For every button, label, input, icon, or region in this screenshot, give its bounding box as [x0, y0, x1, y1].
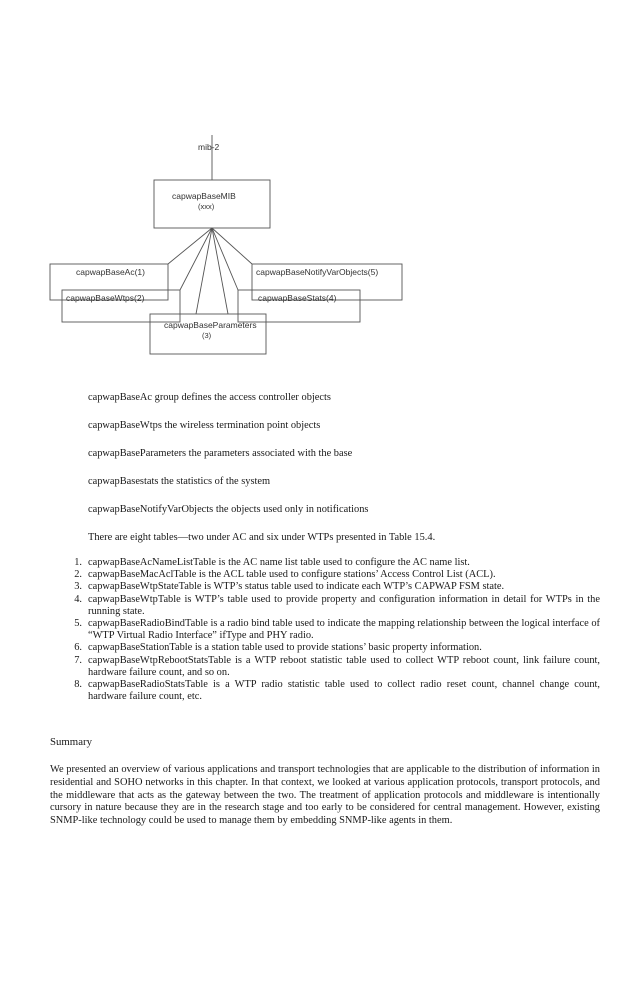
table-list — [74, 557, 600, 703]
list-text: capwapBaseMacAclTable is the ACL table used to configure stations’ Access Control List (ACL). — [88, 569, 496, 581]
list-number: 7. — [74, 654, 82, 666]
list-text: capwapBaseStationTable is a station table used to provide stations’ basic property information. — [88, 642, 482, 654]
list-text: capwapBaseRadioBindTable is a radio bind table used to indicate the mapping relationship between the logical interface of “WTP Virtual Radio Interface” ifType and PHY radio. — [88, 618, 600, 642]
list-text: capwapBaseRadioStatsTable is a WTP radio statistic table used to collect radio reset count, channel change count, hardware failure count, etc. — [88, 679, 600, 703]
list-item — [74, 679, 600, 703]
list-item — [74, 642, 600, 654]
mib-title: capwapBaseMIB — [172, 191, 236, 201]
list-number: 6. — [74, 642, 82, 654]
list-number: 5. — [74, 618, 82, 630]
link-ac — [168, 228, 212, 264]
summary-paragraph: We presented an overview of various applications and transport technologies that are applicable to the distribution of information in residential and SOHO networks in this chapter. In that context, we looked at various application protocols, transport protocols, and the middleware that acts as the gateway between the two. The treatment of application protocols and middleware is intentionally cursory in nature because they are in the research stage and too early to be considered for central management. However, existing SNMP-like technology could be used to manage them by embedding SNMP-like agents in them. — [50, 764, 600, 827]
definition-ac: capwapBaseAc group defines the access controller objects — [88, 392, 331, 403]
list-number: 4. — [74, 593, 82, 605]
ac-label: capwapBaseAc(1) — [76, 267, 145, 277]
link-wtps — [180, 228, 212, 290]
definition-parameters: capwapBaseParameters the parameters associated with the base — [88, 448, 353, 459]
list-number: 2. — [74, 569, 82, 581]
list-number: 3. — [74, 581, 82, 593]
link-params-right — [212, 228, 228, 314]
link-stats — [212, 228, 238, 290]
params-label: capwapBaseParameters — [164, 320, 257, 330]
list-text: capwapBaseAcNameListTable is the AC name list table used to configure the AC name list. — [88, 557, 470, 568]
list-item — [74, 557, 600, 569]
diagram-lines — [0, 0, 638, 370]
definition-notify: capwapBaseNotifyVarObjects the objects used only in notifications — [88, 504, 369, 515]
mib-subtitle: (xxx) — [198, 202, 215, 211]
notify-label: capwapBaseNotifyVarObjects(5) — [256, 267, 379, 277]
list-item — [74, 569, 600, 581]
definition-stats: capwapBasestats the statistics of the system — [88, 476, 271, 487]
tables-intro: There are eight tables—two under AC and six under WTPs presented in Table 15.4. — [88, 532, 436, 543]
list-item — [74, 581, 600, 593]
link-params-left — [196, 228, 212, 314]
list-text: capwapBaseWtpRebootStatsTable is a WTP reboot statistic table used to collect WTP reboot count, link failure count, hardware failure count, and so on. — [88, 654, 600, 678]
summary-heading: Summary — [50, 736, 92, 748]
list-item — [74, 654, 600, 679]
mib-tree-diagram — [0, 0, 638, 370]
list-number: 1. — [74, 557, 82, 568]
list-text: capwapBaseWtpStateTable is WTP’s status table used to indicate each WTP’s CAPWAP FSM state. — [88, 581, 505, 593]
list-item — [74, 593, 600, 618]
params-subtitle: (3) — [202, 331, 212, 340]
mib2-label: mib-2 — [198, 142, 220, 152]
wtps-label: capwapBaseWtps(2) — [66, 293, 145, 303]
definition-wtps: capwapBaseWtps the wireless termination point objects — [88, 420, 321, 431]
stats-label: capwapBaseStats(4) — [258, 293, 337, 303]
list-text: capwapBaseWtpTable is WTP’s table used to provide property and configuration information in detail for WTPs in the running state. — [88, 593, 600, 617]
list-item — [74, 618, 600, 642]
list-number: 8. — [74, 679, 82, 691]
